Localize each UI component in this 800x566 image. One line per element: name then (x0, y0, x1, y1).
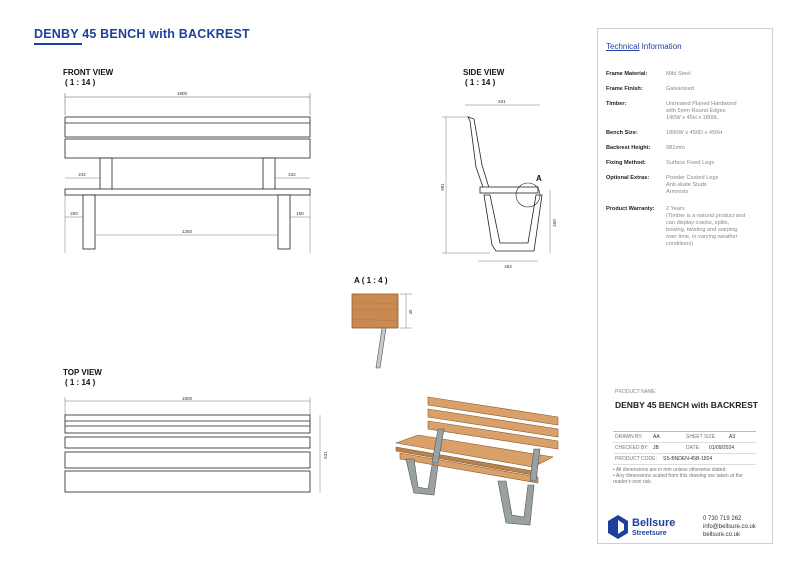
technical-info-panel: Technical Information Frame Material: Mild Steel Frame Finish: Galvanised Timber: Untreated Planed Hardwood with 5mm Round Edges 140W x 45H x 1800L Bench Size: 1800W x 450D x 450H Backrest Height: 981mm Fixing Method: Surface Fixed Legs Optional Extras: Powder Coated Legs Anti-skate Studs Armrests Product Warranty: 2 Years (Timber is a natural product and can display cracks, splits, bowing, twisting and warping over time, in varying weather conditions) PRODUCT NAME DENBY 45 BENCH with BACKREST DRAWN BY: AA SHEET SIZE A3 CHECKED BY: JB DATE: 01/09/2024 PRODUCT CODE: SS-BNDEN-45B-1824 • All dimensions are in mm unless otherwise stated. • Any dimensions scaled from this drawing are taken at the reader's own risk. Bellsure Streetsure 0 730 719 262 info@bellsure.co.uk bellsure.co.uk (597, 28, 773, 544)
detail-a-drawing (340, 288, 430, 378)
company-brand (606, 513, 766, 543)
bellsure-logo-icon (608, 515, 628, 539)
brand-sub: Streetsure (632, 530, 667, 537)
bench-3d-illustration (388, 385, 563, 530)
product-name: DENBY 45 BENCH with BACKREST (615, 400, 758, 410)
svg-text:242: 242 (78, 172, 86, 177)
svg-text:1800: 1800 (181, 396, 193, 401)
email-link[interactable]: info@bellsure.co.uk (703, 524, 756, 530)
svg-text:981: 981 (440, 183, 445, 191)
product-name-label: PRODUCT NAME (615, 389, 656, 395)
svg-text:250: 250 (70, 211, 78, 216)
svg-text:1250: 1250 (181, 229, 193, 234)
svg-text:531: 531 (323, 451, 328, 459)
svg-text:45: 45 (408, 309, 413, 315)
svg-text:150: 150 (296, 211, 304, 216)
top-view-drawing (30, 395, 340, 505)
drawing-notes: • All dimensions are in mm unless otherwise stated. • Any dimensions scaled from this drawing are taken at the reader's own risk. (613, 467, 743, 485)
contact-details (703, 515, 756, 539)
drawing-title: DENBY 45 BENCH with BACKREST (34, 27, 250, 41)
detail-view-label: A ( 1 : 4 ) (354, 276, 388, 285)
website-link[interactable]: bellsure.co.uk (703, 532, 741, 538)
svg-text:531: 531 (498, 99, 506, 104)
side-view-drawing (430, 95, 560, 275)
svg-text:450: 450 (552, 219, 557, 227)
top-view-label: TOP VIEW ( 1 : 14 ) (63, 368, 102, 387)
technical-info-heading: Technical Information (606, 42, 682, 51)
phone: 0 730 719 262 (703, 516, 742, 522)
front-view-drawing (30, 85, 330, 260)
svg-text:A: A (536, 174, 542, 183)
svg-text:242: 242 (288, 172, 296, 177)
svg-text:1800: 1800 (176, 91, 188, 96)
front-view-label: FRONT VIEW ( 1 : 14 ) (63, 68, 114, 87)
side-view-label: SIDE VIEW ( 1 : 14 ) (463, 68, 505, 87)
svg-text:453: 453 (504, 264, 512, 269)
title-block-table: DRAWN BY: AA SHEET SIZE A3 CHECKED BY: JB DATE: 01/09/2024 PRODUCT CODE: SS-BNDEN-45B-1824 (613, 431, 756, 465)
title-underline (34, 43, 82, 45)
brand-name: Bellsure (632, 517, 676, 529)
